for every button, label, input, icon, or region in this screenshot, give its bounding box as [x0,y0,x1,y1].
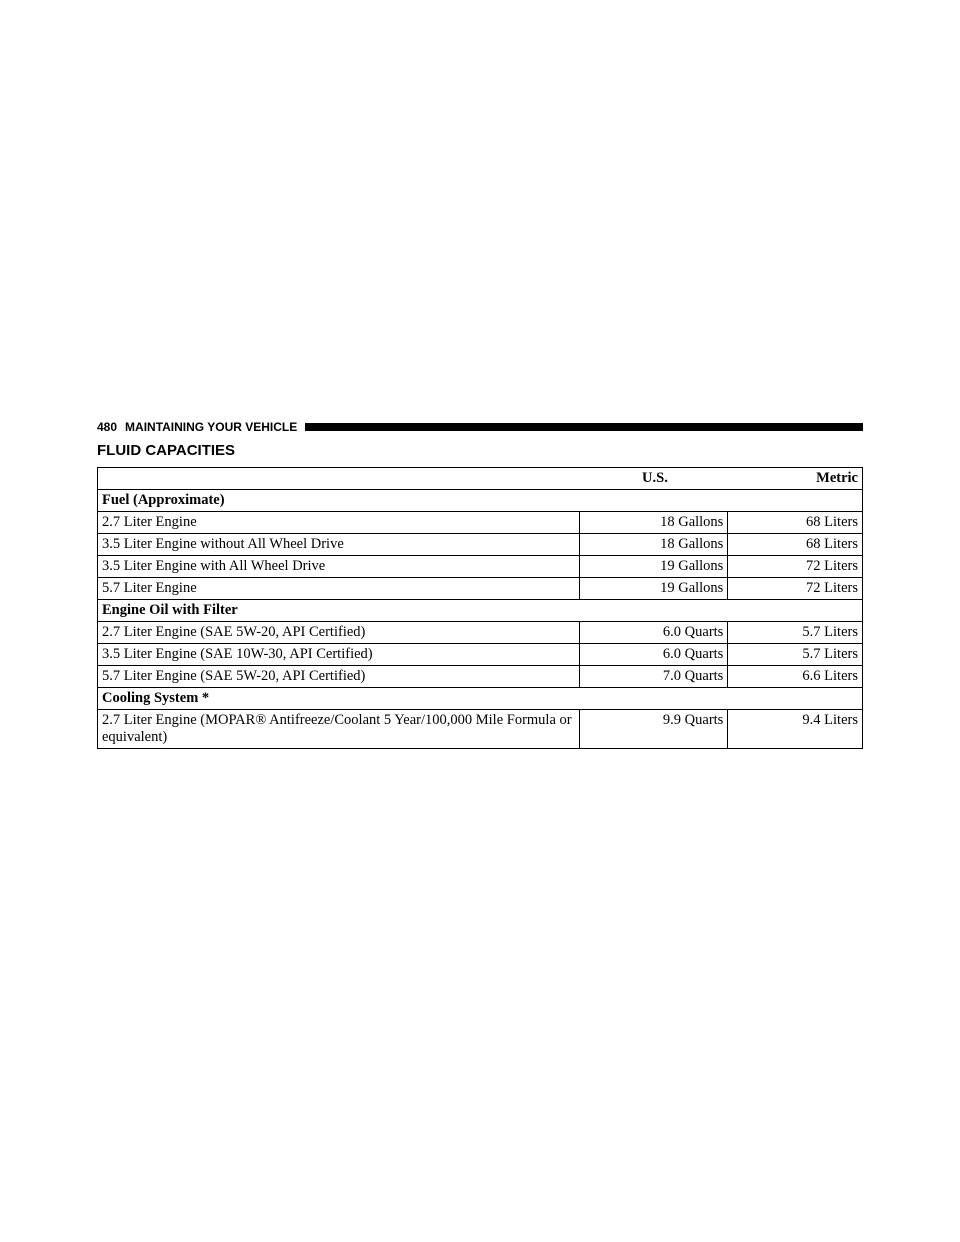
category-cooling-system: Cooling System * [98,688,863,710]
row-us-value: 9.9 Quarts [579,710,728,749]
row-description: 3.5 Liter Engine (SAE 10W-30, API Certified) [98,644,580,666]
row-metric-value: 5.7 Liters [728,644,863,666]
row-metric-value: 68 Liters [728,512,863,534]
page-number: 480 [97,420,118,434]
section-name: MAINTAINING YOUR VEHICLE [125,420,298,434]
row-us-value: 19 Gallons [579,578,728,600]
row-description: 3.5 Liter Engine with All Wheel Drive [98,556,580,578]
header-us: U.S. [579,468,728,490]
header-rule [305,423,863,431]
row-metric-value: 72 Liters [728,578,863,600]
row-description: 2.7 Liter Engine [98,512,580,534]
row-description: 2.7 Liter Engine (MOPAR® Antifreeze/Coolant 5 Year/100,000 Mile Formula or equivalent) [98,710,580,749]
row-metric-value: 9.4 Liters [728,710,863,749]
fluid-capacities-table [97,467,863,749]
category-engine-oil: Engine Oil with Filter [98,600,863,622]
table-row [98,578,863,600]
table-row [98,512,863,534]
row-us-value: 6.0 Quarts [579,622,728,644]
table-row [98,666,863,688]
row-description: 5.7 Liter Engine [98,578,580,600]
row-metric-value: 68 Liters [728,534,863,556]
header-metric: Metric [728,468,863,490]
row-us-value: 7.0 Quarts [579,666,728,688]
category-row [98,600,863,622]
row-description: 3.5 Liter Engine without All Wheel Drive [98,534,580,556]
row-description: 5.7 Liter Engine (SAE 5W-20, API Certified) [98,666,580,688]
table-row [98,710,863,749]
row-metric-value: 6.6 Liters [728,666,863,688]
row-metric-value: 5.7 Liters [728,622,863,644]
table-header-row [98,468,863,490]
header-blank-cell [98,468,580,490]
table-row [98,644,863,666]
category-row [98,688,863,710]
category-fuel: Fuel (Approximate) [98,490,863,512]
row-metric-value: 72 Liters [728,556,863,578]
row-us-value: 19 Gallons [579,556,728,578]
table-row [98,534,863,556]
row-description: 2.7 Liter Engine (SAE 5W-20, API Certified) [98,622,580,644]
row-us-value: 6.0 Quarts [579,644,728,666]
section-title: FLUID CAPACITIES [97,442,236,459]
category-row [98,490,863,512]
row-us-value: 18 Gallons [579,534,728,556]
row-us-value: 18 Gallons [579,512,728,534]
page-header [97,418,863,436]
table-row [98,556,863,578]
table-row [98,622,863,644]
